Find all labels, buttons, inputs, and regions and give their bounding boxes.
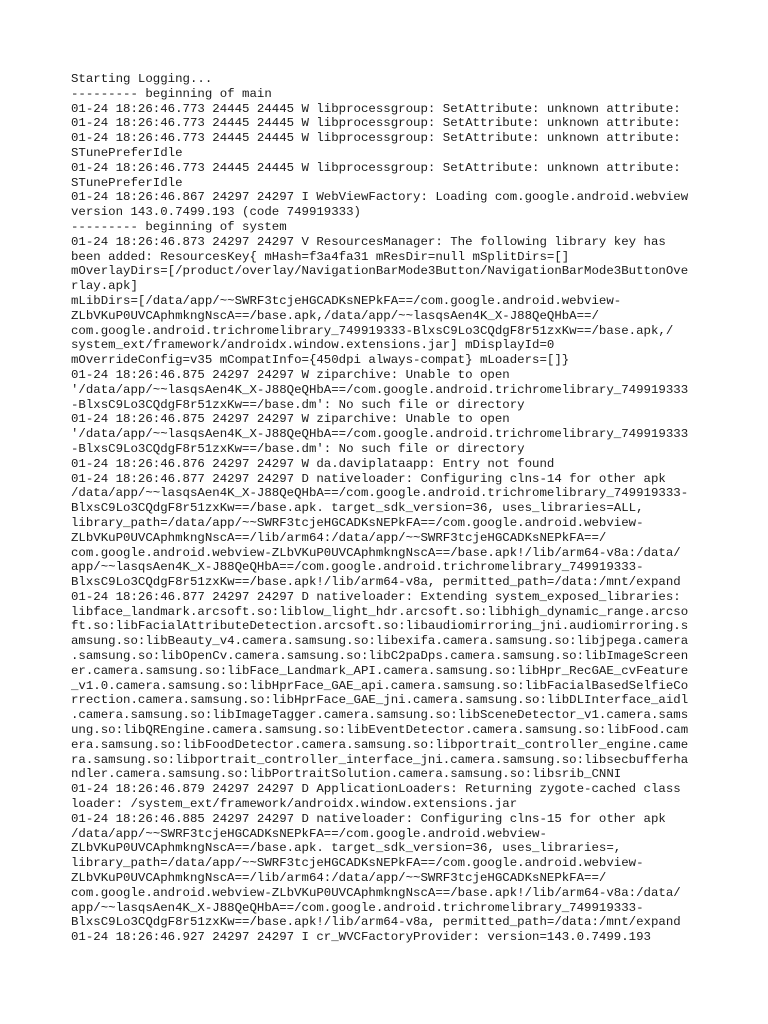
log-line: BlxsC9Lo3CQdgF8r51zxKw==/base.apk!/lib/arm64-v8a, permitted_path=/data:/mnt/expand [71, 575, 681, 590]
log-line: 01-24 18:26:46.773 24445 24445 W libprocessgroup: SetAttribute: unknown attribute: [71, 160, 681, 175]
log-line: -BlxsC9Lo3CQdgF8r51zxKw==/base.dm': No such file or directory [71, 397, 525, 412]
log-line: -BlxsC9Lo3CQdgF8r51zxKw==/base.dm': No such file or directory [71, 441, 525, 456]
log-line: mOverlayDirs=[/product/overlay/NavigationBarMode3Button/NavigationBarMode3ButtonOve [71, 264, 689, 279]
log-line: .samsung.so:libOpenCv.camera.samsung.so:libC2paDps.camera.samsung.so:libImageScreen [71, 649, 689, 664]
log-output [71, 72, 701, 945]
log-line: 01-24 18:26:46.877 24297 24297 D nativeloader: Extending system_exposed_libraries: [71, 589, 681, 604]
log-line: BlxsC9Lo3CQdgF8r51zxKw==/base.apk!/lib/arm64-v8a, permitted_path=/data:/mnt/expand [71, 915, 681, 930]
log-line: version 143.0.7499.193 (code 749919333) [71, 205, 361, 220]
log-line: app/~~lasqsAen4K_X-J88QeQHbA==/com.google.android.trichromelibrary_749919333- [71, 900, 644, 915]
log-line: ZLbVKuP0UVCAphmkngNscA==/base.apk,/data/app/~~lasqsAen4K_X-J88QeQHbA==/ [71, 308, 599, 323]
log-line: '/data/app/~~lasqsAen4K_X-J88QeQHbA==/com.google.android.trichromelibrary_749919333 [71, 382, 689, 397]
log-line: 01-24 18:26:46.876 24297 24297 W da.daviplataapp: Entry not found [71, 456, 555, 471]
log-line: '/data/app/~~lasqsAen4K_X-J88QeQHbA==/com.google.android.trichromelibrary_749919333 [71, 427, 689, 442]
log-line: rrection.camera.samsung.so:libHprFace_GAE_jni.camera.samsung.so:libDLInterface_aidl [71, 693, 689, 708]
log-line: 01-24 18:26:46.875 24297 24297 W ziparchive: Unable to open [71, 367, 510, 382]
log-line: 01-24 18:26:46.877 24297 24297 D nativeloader: Configuring clns-14 for other apk [71, 471, 666, 486]
log-line: 01-24 18:26:46.773 24445 24445 W libprocessgroup: SetAttribute: unknown attribute: [71, 131, 681, 146]
log-line: Starting Logging... [71, 72, 213, 86]
log-line: been added: ResourcesKey{ mHash=f3a4fa31 mResDir=null mSplitDirs=[] [71, 249, 570, 264]
log-line: com.google.android.webview-ZLbVKuP0UVCAphmkngNscA==/base.apk!/lib/arm64-v8a:/data/ [71, 545, 681, 560]
log-line: .camera.samsung.so:libImageTagger.camera.samsung.so:libSceneDetector_v1.camera.sams [71, 708, 689, 723]
log-line: ZLbVKuP0UVCAphmkngNscA==/lib/arm64:/data/app/~~SWRF3tcjeHGCADKsNEPkFA==/ [71, 871, 607, 886]
log-line: 01-24 18:26:46.867 24297 24297 I WebViewFactory: Loading com.google.android.webview [71, 190, 689, 205]
log-line: amsung.so:libBeauty_v4.camera.samsung.so:libexifa.camera.samsung.so:libjpega.camera [71, 634, 689, 649]
log-line: 01-24 18:26:46.885 24297 24297 D nativeloader: Configuring clns-15 for other apk [71, 811, 666, 826]
log-line: mLibDirs=[/data/app/~~SWRF3tcjeHGCADKsNEPkFA==/com.google.android.webview- [71, 293, 622, 308]
log-line: era.samsung.so:libFoodDetector.camera.samsung.so:libportrait_controller_engine.came [71, 737, 689, 752]
log-line: 01-24 18:26:46.879 24297 24297 D ApplicationLoaders: Returning zygote-cached class [71, 782, 681, 797]
log-line: libface_landmark.arcsoft.so:liblow_light_hdr.arcsoft.so:libhigh_dynamic_range.arcso [71, 604, 689, 619]
log-line: system_ext/framework/androidx.window.extensions.jar] mDisplayId=0 [71, 338, 555, 353]
log-line: library_path=/data/app/~~SWRF3tcjeHGCADKsNEPkFA==/com.google.android.webview- [71, 515, 644, 530]
log-line: /data/app/~~lasqsAen4K_X-J88QeQHbA==/com.google.android.trichromelibrary_749919333- [71, 486, 689, 501]
log-line: er.camera.samsung.so:libFace_Landmark_API.camera.samsung.so:libHpr_RecGAE_cvFeature [71, 663, 689, 678]
log-line: 01-24 18:26:46.875 24297 24297 W ziparchive: Unable to open [71, 412, 510, 427]
log-line: 01-24 18:26:46.773 24445 24445 W libprocessgroup: SetAttribute: unknown attribute: [71, 116, 681, 131]
log-line: com.google.android.trichromelibrary_749919333-BlxsC9Lo3CQdgF8r51zxKw==/base.apk,/ [71, 323, 674, 338]
log-line: 01-24 18:26:46.773 24445 24445 W libprocessgroup: SetAttribute: unknown attribute: [71, 101, 681, 116]
log-line: library_path=/data/app/~~SWRF3tcjeHGCADKsNEPkFA==/com.google.android.webview- [71, 856, 644, 871]
log-line: ung.so:libQREngine.camera.samsung.so:libEventDetector.camera.samsung.so:libFood.cam [71, 723, 689, 738]
log-line: /data/app/~~SWRF3tcjeHGCADKsNEPkFA==/com.google.android.webview- [71, 826, 547, 841]
log-line: _v1.0.camera.samsung.so:libHprFace_GAE_api.camera.samsung.so:libFacialBasedSelfieCo [71, 678, 689, 693]
log-line: loader: /system_ext/framework/androidx.window.extensions.jar [71, 797, 518, 812]
log-line: ft.so:libFacialAttributeDetection.arcsoft.so:libaudiomirroring_jni.audiomirroring.s [71, 619, 689, 634]
log-line: BlxsC9Lo3CQdgF8r51zxKw==/base.apk. target_sdk_version=36, uses_libraries=ALL, [71, 501, 644, 516]
log-line: ZLbVKuP0UVCAphmkngNscA==/lib/arm64:/data/app/~~SWRF3tcjeHGCADKsNEPkFA==/ [71, 530, 607, 545]
log-line: app/~~lasqsAen4K_X-J88QeQHbA==/com.google.android.trichromelibrary_749919333- [71, 560, 644, 575]
log-line: ZLbVKuP0UVCAphmkngNscA==/base.apk. target_sdk_version=36, uses_libraries=, [71, 841, 622, 856]
log-line: rlay.apk] [71, 279, 138, 294]
log-line: 01-24 18:26:46.873 24297 24297 V ResourcesManager: The following library key has [71, 234, 666, 249]
log-line: com.google.android.webview-ZLbVKuP0UVCAphmkngNscA==/base.apk!/lib/arm64-v8a:/data/ [71, 885, 681, 900]
log-line: --------- beginning of system [71, 219, 287, 234]
log-line: STunePreferIdle [71, 145, 183, 160]
log-line: --------- beginning of main [71, 86, 272, 101]
log-line: mOverrideConfig=v35 mCompatInfo={450dpi always-compat} mLoaders=[]} [71, 353, 570, 368]
log-line: ra.samsung.so:libportrait_controller_interface_jni.camera.samsung.so:libsecbufferha [71, 752, 689, 767]
log-line: ndler.camera.samsung.so:libPortraitSolution.camera.samsung.so:libsrib_CNNI [71, 767, 622, 782]
log-line: 01-24 18:26:46.927 24297 24297 I cr_WVCFactoryProvider: version=143.0.7499.193 [71, 930, 651, 945]
log-line: STunePreferIdle [71, 175, 183, 190]
